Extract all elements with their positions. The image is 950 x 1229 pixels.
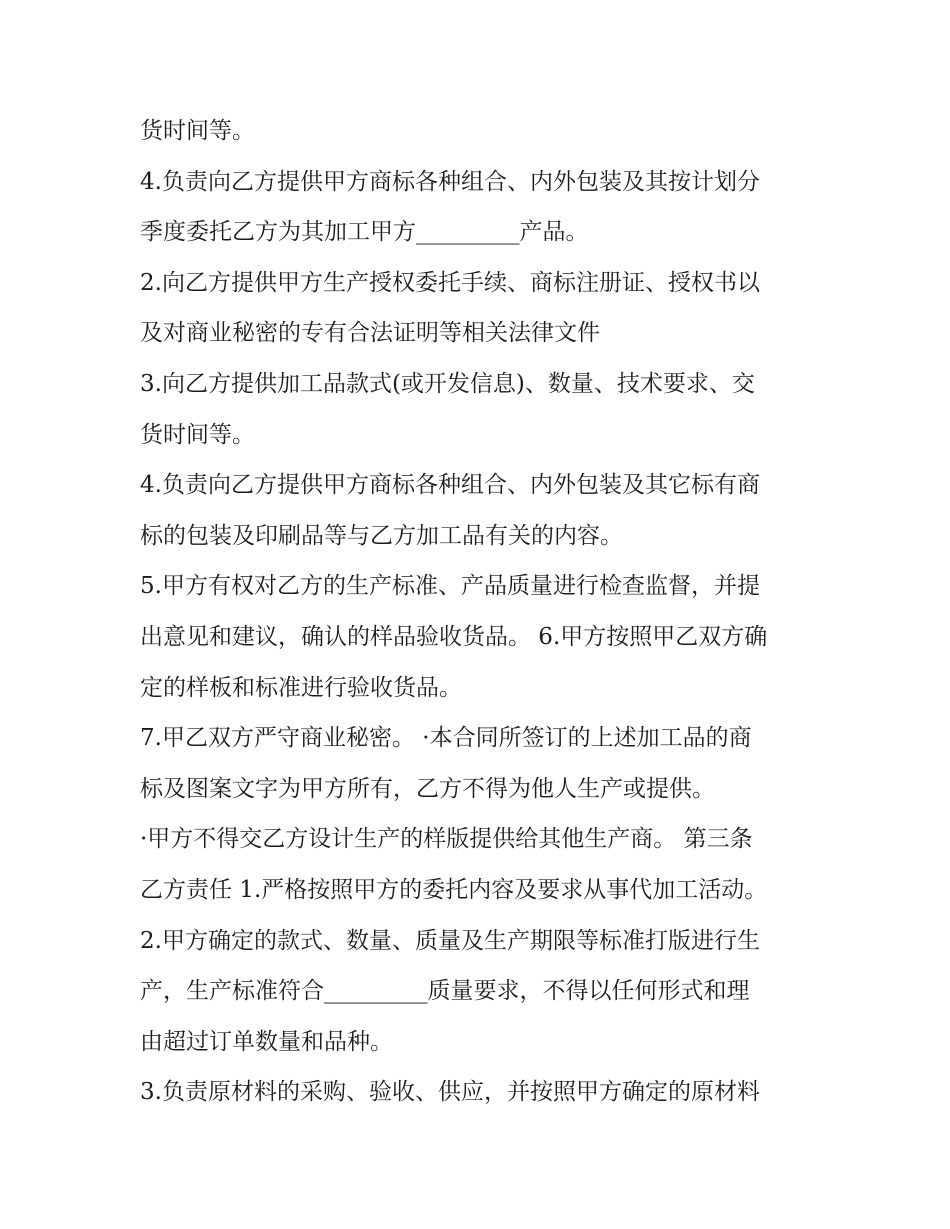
text-line-8: 4.负责向乙方提供甲方商标各种组合、内外包装及其它标有商 bbox=[140, 472, 760, 499]
text-line-1: 货时间等。 bbox=[140, 118, 255, 144]
text-line-17: 2.甲方确定的款式、数量、质量及生产期限等标准打版进行生 bbox=[140, 927, 760, 954]
text-line-15: ·甲方不得交乙方设计生产的样版提供给其他生产商。 第三条 bbox=[140, 826, 753, 853]
text-line-2: 4.负责向乙方提供甲方商标各种组合、内外包装及其按计划分 bbox=[140, 168, 760, 195]
text-line-9: 标的包装及印刷品等与乙方加工品有关的内容。 bbox=[140, 522, 623, 549]
text-line-10: 5.甲方有权对乙方的生产标准、产品质量进行检查监督，并提 bbox=[140, 573, 760, 600]
contract-text-body bbox=[140, 106, 840, 1118]
text-line-4: 2.向乙方提供甲方生产授权委托手续、商标注册证、授权书以 bbox=[140, 269, 760, 296]
text-line-13: 7.甲乙双方严守商业秘密。 ·本合同所签订的上述加工品的商 bbox=[140, 725, 752, 752]
text-line-19: 由超过订单数量和品种。 bbox=[140, 1028, 393, 1055]
text-line-14: 标及图案文字为甲方所有，乙方不得为他人生产或提供。 bbox=[140, 775, 715, 802]
text-line-16: 乙方责任 1.严格按照甲方的委托内容及要求从事代加工活动。 bbox=[140, 876, 768, 903]
text-line-5: 及对商业秘密的专有合法证明等相关法律文件 bbox=[140, 320, 600, 347]
text-line-3: 季度委托乙方为其加工甲方_________产品。 bbox=[140, 219, 589, 246]
text-line-11: 出意见和建议，确认的样品验收货品。 6.甲方按照甲乙双方确 bbox=[140, 623, 768, 650]
text-line-7: 货时间等。 bbox=[140, 421, 255, 448]
text-line-12: 定的样板和标准进行验收货品。 bbox=[140, 674, 462, 701]
text-line-18: 产，生产标准符合_________质量要求，不得以任何形式和理 bbox=[140, 978, 750, 1005]
text-line-6: 3.向乙方提供加工品款式(或开发信息)、数量、技术要求、交 bbox=[140, 370, 755, 397]
text-line-20: 3.负责原材料的采购、验收、供应，并按照甲方确定的原材料 bbox=[140, 1079, 760, 1106]
